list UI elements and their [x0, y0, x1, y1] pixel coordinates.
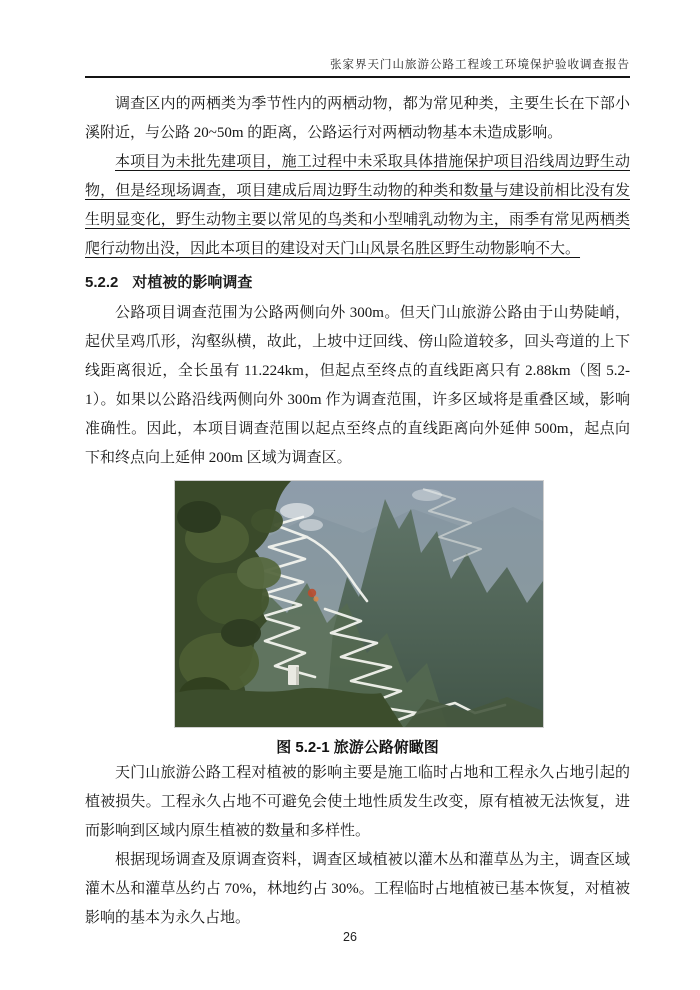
section-title: 对植被的影响调查	[132, 274, 253, 291]
page-header-title: 张家界天门山旅游公路工程竣工环境保护验收调查报告	[330, 59, 630, 71]
page-content	[85, 90, 630, 933]
figure-caption: 图 5.2-1 旅游公路俯瞰图	[276, 739, 439, 756]
section-number: 5.2.2	[85, 274, 119, 291]
paragraph-survey-scope: 公路项目调查范围为公路两侧向外 300m。但天门山旅游公路由于山势陡峭，起伏呈鸡爪形，沟壑纵横，故此，上坡中迂回线、傍山险道较多，回头弯道的上下线距离很近，全长虽有 11.224km，但起点至终点的直线距离只有 2.88km（图 5.2-1）。如果以公路沿线两侧向外 300m 作为调查范围，许多区域将是重叠区域，影响准确性。因此，本项目调查范围以起点至终点的直线距离向外延伸 500m，起点向下和终点向上延伸 200m 区域为调查区。	[85, 305, 630, 466]
page-number: 26	[343, 930, 357, 944]
paragraph-amphibians: 调查区内的两栖类为季节性内的两栖动物，都为常见种类，主要生长在下部小溪附近，与公路 20~50m 的距离，公路运行对两栖动物基本未造成影响。	[85, 96, 630, 141]
mountain-road-photo	[174, 480, 544, 728]
section-heading-5-2-2	[85, 268, 630, 297]
paragraph-vegetation-types: 根据现场调查及原调查资料，调查区域植被以灌木丛和灌草丛为主，调查区域灌木丛和灌草丛约占 70%，林地约占 30%。工程临时占地植被已基本恢复，对植被影响的基本为永久占地。	[85, 852, 630, 926]
paragraph-wildlife-underlined: 本项目为未批先建项目，施工过程中未采取具体措施保护项目沿线周边野生动物，但是经现场调查，项目建成后周边野生动物的种类和数量与建设前相比没有发生明显变化，野生动物主要以常见的鸟类和小型哺乳动物为主，雨季有常见两栖类爬行动物出没，因此本项目的建设对天门山风景名胜区野生动物影响不大。	[85, 154, 630, 257]
header-rule	[85, 76, 630, 78]
paragraph-vegetation-impact: 天门山旅游公路工程对植被的影响主要是施工临时占地和工程永久占地引起的植被损失。工程永久占地不可避免会使土地性质发生改变，原有植被无法恢复，进而影响到区域内原生植被的数量和多样性。	[85, 765, 630, 839]
figure-5-2-1	[174, 480, 542, 757]
